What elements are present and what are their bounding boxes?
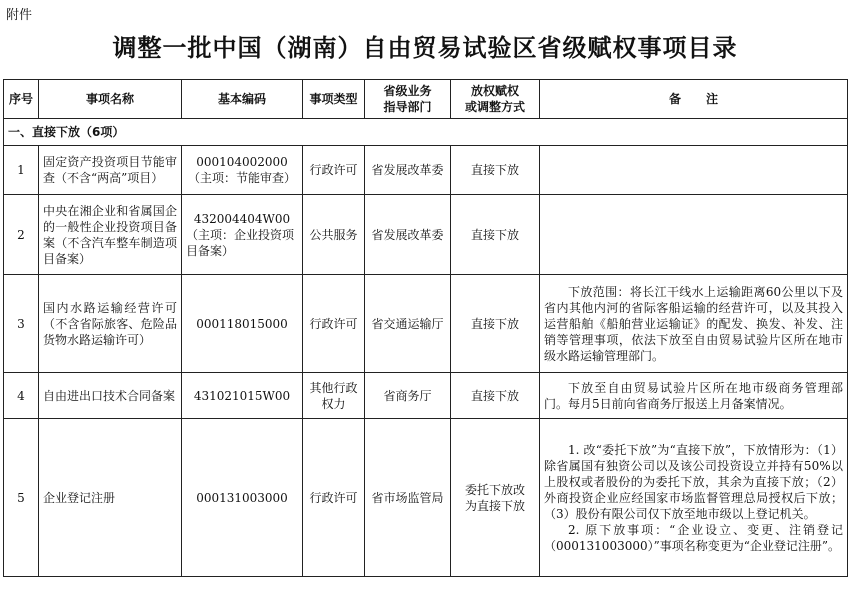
remark-paragraph-2: 2. 原下放事项：“企业设立、变更、注销登记（000131003000）”事项名称变更为“企业登记注册”。: [544, 522, 843, 553]
row-type: 公共服务: [303, 195, 365, 275]
header-dept-line2: 指导部门: [383, 100, 432, 114]
row-code: [182, 195, 303, 275]
row-name: 固定资产投资项目节能审查（不含“两高”项目）: [39, 146, 182, 195]
row-name: 中央在湘企业和省属国企的一般性企业投资项目备案（不含汽车整车制造项目备案）: [39, 195, 182, 275]
page-title: 调整一批中国（湖南）自由贸易试验区省级赋权事项目录: [112, 33, 738, 62]
row-name: 自由进出口技术合同备案: [39, 373, 182, 419]
table-row: [4, 419, 848, 577]
row-remark: [540, 419, 848, 577]
remark-paragraph-1: 1. 改“委托下放”为“直接下放”，下放情形为：（1）除省属国有独资公司以及该公司投资设立并持有50%以上股权或者股份的为委托下放，其余为直接下放；（2）外商投资企业应经国家市场监督管理总局授权后下放；（3）股份有限公司仅下放至地市级以上登记机关。: [544, 442, 843, 521]
header-mode-line2: 或调整方式: [464, 100, 525, 114]
header-dept: [365, 80, 451, 119]
table-header-row: [4, 80, 848, 119]
row-remark: [540, 195, 848, 275]
row-mode: 直接下放: [451, 275, 540, 373]
table-row: [4, 146, 848, 195]
remark-paragraph: 下放范围：将长江干线水上运输距离60公里以下及省内其他内河的省际客船运输的经营许可，以及其投入运营船舶《船舶营业运输证》的配发、换发、补发、注销等管理事项，依法下放至自由贸易试验片区所在地市级水路运输管理部门。: [544, 284, 843, 363]
table-row: [4, 275, 848, 373]
section-title: 一、直接下放（6项）: [4, 119, 848, 146]
table-row: [4, 195, 848, 275]
row-dept: 省市场监管局: [365, 419, 451, 577]
row-type: 行政许可: [303, 419, 365, 577]
header-mode: [451, 80, 540, 119]
row-mode: 直接下放: [451, 373, 540, 419]
header-mode-line1: 放权赋权: [470, 84, 519, 98]
row-type: 行政许可: [303, 275, 365, 373]
row-code-main: 000104002000: [196, 155, 288, 169]
row-remark: [540, 373, 848, 419]
header-dept-line1: 省级业务: [383, 84, 432, 98]
row-type: 其他行政权力: [303, 373, 365, 419]
row-seq: 4: [4, 373, 39, 419]
row-code: [182, 146, 303, 195]
row-code: 431021015W00: [182, 373, 303, 419]
row-code-sub: （主项：企业投资项目备案）: [186, 227, 295, 258]
header-code: 基本编码: [182, 80, 303, 119]
remark-paragraph: 下放至自由贸易试验片区所在地市级商务管理部门。每月5日前向省商务厅报送上月备案情况。: [544, 380, 843, 411]
attachment-label: 附件: [6, 8, 33, 23]
header-seq: 序号: [4, 80, 39, 119]
header-type: 事项类型: [303, 80, 365, 119]
row-remark: [540, 146, 848, 195]
section-row: [4, 119, 848, 146]
catalog-table: [3, 79, 848, 577]
row-seq: 1: [4, 146, 39, 195]
header-remark: 备 注: [540, 80, 848, 119]
row-seq: 3: [4, 275, 39, 373]
header-name: 事项名称: [39, 80, 182, 119]
row-dept: 省发展改革委: [365, 146, 451, 195]
row-mode: 直接下放: [451, 195, 540, 275]
row-name: 国内水路运输经营许可（不含省际旅客、危险品货物水路运输许可）: [39, 275, 182, 373]
row-code: 000131003000: [182, 419, 303, 577]
row-dept: 省交通运输厅: [365, 275, 451, 373]
row-mode: 委托下放改为直接下放: [451, 419, 540, 577]
row-code-sub: （主项：节能审查）: [187, 171, 296, 185]
row-dept: 省商务厅: [365, 373, 451, 419]
row-type: 行政许可: [303, 146, 365, 195]
row-code: 000118015000: [182, 275, 303, 373]
table-row: [4, 373, 848, 419]
row-code-main: 432004404W00: [193, 211, 291, 226]
row-remark: [540, 275, 848, 373]
row-name: 企业登记注册: [39, 419, 182, 577]
row-mode: 直接下放: [451, 146, 540, 195]
row-seq: 5: [4, 419, 39, 577]
row-seq: 2: [4, 195, 39, 275]
row-dept: 省发展改革委: [365, 195, 451, 275]
